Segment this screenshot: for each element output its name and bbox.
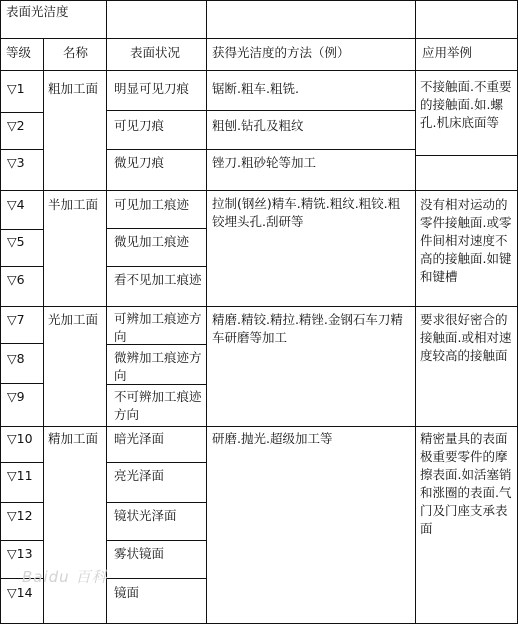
table-title: 表面光洁度 bbox=[6, 4, 69, 19]
method-cell: 粗刨.钻孔及粗纹 bbox=[212, 118, 304, 133]
header-grade: 等级 bbox=[6, 45, 32, 60]
grade-cell: ▽2 bbox=[7, 118, 25, 133]
condition-cell: 可辨加工痕迹方向 bbox=[114, 311, 202, 344]
grade-cell: ▽11 bbox=[7, 468, 33, 483]
condition-cell: 镜状光泽面 bbox=[114, 508, 177, 523]
grade-cell: ▽1 bbox=[7, 81, 25, 96]
application-cell: 没有相对运动的零件接触面.或零件间相对速度不高的接触面.如键和键槽 bbox=[420, 197, 512, 284]
condition-cell: 看不见加工痕迹 bbox=[114, 272, 202, 287]
group-name: 粗加工面 bbox=[48, 81, 99, 96]
grade-cell: ▽12 bbox=[7, 508, 33, 523]
method-cell: 锯断.粗车.粗铣. bbox=[212, 81, 299, 96]
condition-cell: 可见加工痕迹 bbox=[114, 197, 190, 212]
grade-cell: ▽7 bbox=[7, 312, 25, 327]
grade-cell: ▽4 bbox=[7, 197, 25, 212]
condition-cell: 不可辨加工痕迹方向 bbox=[114, 389, 202, 422]
grade-cell: ▽10 bbox=[7, 431, 33, 446]
application-cell: 精密量具的表面极重要零件的摩擦表面.如活塞销和涨圈的表面.气门及门座支承表面 bbox=[420, 431, 512, 536]
condition-cell: 雾状镜面 bbox=[114, 546, 165, 561]
condition-cell: 微见加工痕迹 bbox=[114, 234, 190, 249]
watermark: Baidu 百科 bbox=[22, 568, 108, 586]
grade-cell: ▽5 bbox=[7, 234, 25, 249]
method-cell: 拉制(钢丝)精车.精铣.粗纹.粗铰.粗铰埋头孔.刮研等 bbox=[212, 196, 401, 229]
header-method: 获得光洁度的方法（例） bbox=[212, 45, 350, 60]
method-cell: 研磨.抛光.超级加工等 bbox=[212, 431, 333, 446]
condition-cell: 亮光泽面 bbox=[114, 468, 165, 483]
method-cell: 精磨.精铰.精拉.精锉.金钢石车刀精车研磨等加工 bbox=[212, 312, 403, 345]
condition-cell: 明显可见刀痕 bbox=[114, 81, 190, 96]
header-application: 应用举例 bbox=[422, 45, 473, 60]
grade-cell: ▽3 bbox=[7, 155, 25, 170]
condition-cell: 暗光泽面 bbox=[114, 431, 165, 446]
application-cell: 要求很好密合的接触面.或相对速度较高的接触面 bbox=[420, 312, 512, 363]
method-cell: 锉刀.粗砂轮等加工 bbox=[212, 155, 316, 170]
header-condition: 表面状况 bbox=[130, 45, 181, 60]
condition-cell: 镜面 bbox=[114, 585, 140, 600]
grade-cell: ▽9 bbox=[7, 389, 25, 404]
grade-cell: ▽13 bbox=[7, 546, 33, 561]
application-cell: 不接触面.不重要的接触面.如.螺孔.机床底面等 bbox=[420, 79, 512, 130]
grade-cell: ▽8 bbox=[7, 351, 25, 366]
condition-cell: 可见刀痕 bbox=[114, 118, 165, 133]
group-name: 光加工面 bbox=[48, 312, 99, 327]
grade-cell: ▽14 bbox=[7, 585, 33, 600]
group-name: 半加工面 bbox=[48, 197, 99, 212]
header-name: 名称 bbox=[63, 45, 89, 60]
condition-cell: 微见刀痕 bbox=[114, 155, 165, 170]
grade-cell: ▽6 bbox=[7, 272, 25, 287]
condition-cell: 微辨加工痕迹方向 bbox=[114, 350, 202, 383]
group-name: 精加工面 bbox=[48, 431, 99, 446]
